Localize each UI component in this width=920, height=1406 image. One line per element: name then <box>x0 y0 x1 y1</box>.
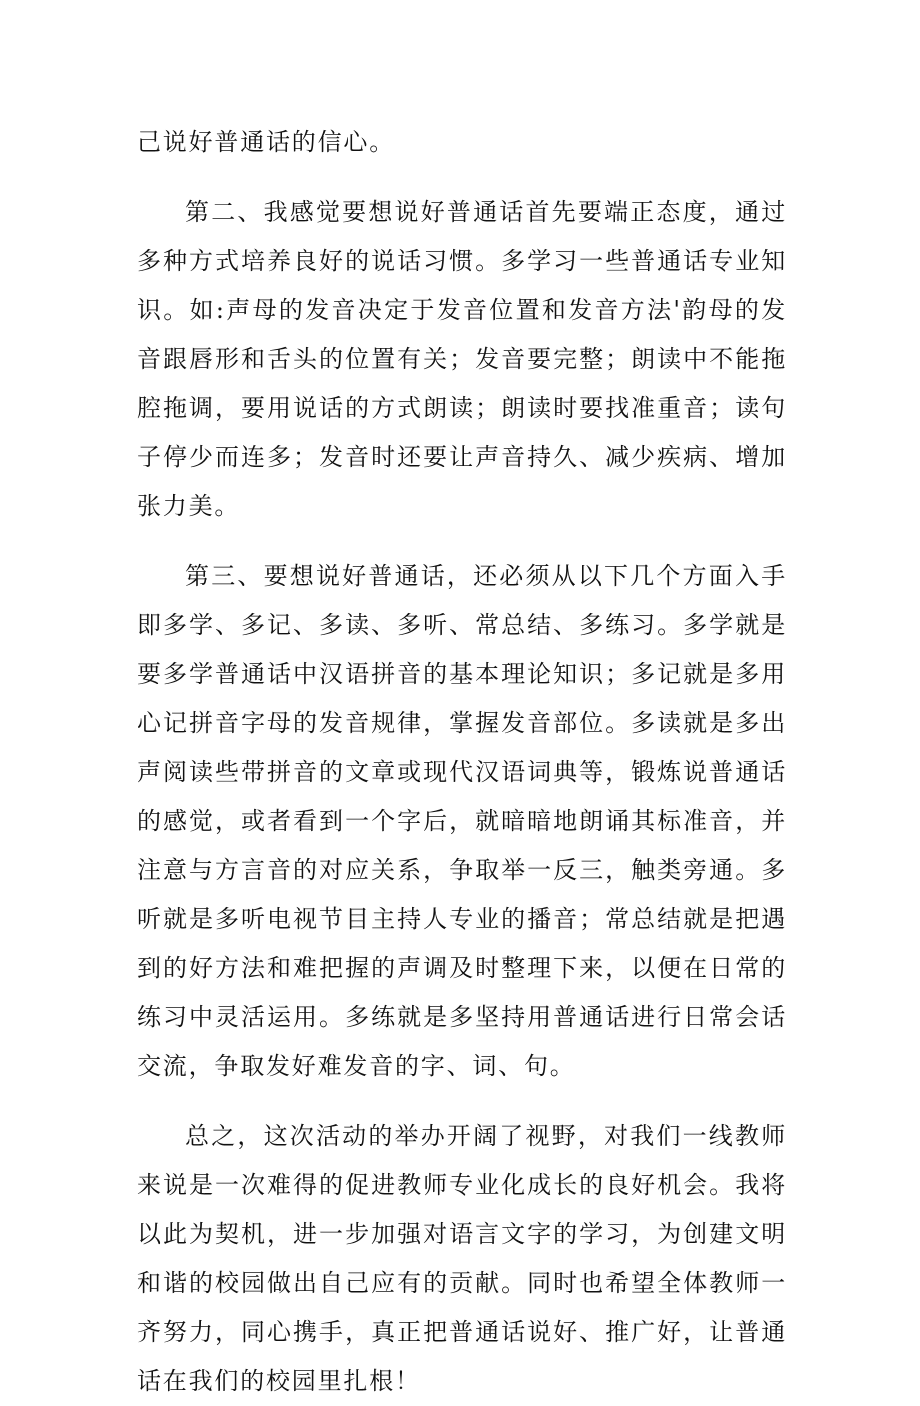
paragraph-second-point: 第二、我感觉要想说好普通话首先要端正态度，通过多种方式培养良好的说话习惯。多学习一些普通话专业知识。如:声母的发音决定于发音位置和发音方法'韵母的发音跟唇形和舌头的位置有关；发音要完整；朗读中不能拖腔拖调，要用说话的方式朗读；朗读时要找准重音；读句子停少而连多；发音时还要让声音持久、减少疾病、增加张力美。 <box>137 198 787 520</box>
document-body <box>137 118 787 1406</box>
paragraph-spacer <box>137 531 787 552</box>
paragraph-spacer <box>137 167 787 188</box>
paragraph-spacer <box>137 1091 787 1112</box>
paragraph-conclusion: 总之，这次活动的举办开阔了视野，对我们一线教师来说是一次难得的促进教师专业化成长的良好机会。我将以此为契机，进一步加强对语言文字的学习，为创建文明和谐的校园做出自己应有的贡献。同时也希望全体教师一齐努力，同心携手，真正把普通话说好、推广好，让普通话在我们的校园里扎根！ <box>137 1122 787 1395</box>
paragraph-continuation: 己说好普通话的信心。 <box>137 128 395 156</box>
paragraph-third-point: 第三、要想说好普通话，还必须从以下几个方面入手即多学、多记、多读、多听、常总结、多练习。多学就是要多学普通话中汉语拼音的基本理论知识；多记就是多用心记拼音字母的发音规律，掌握发音部位。多读就是多出声阅读些带拼音的文章或现代汉语词典等，锻炼说普通话的感觉，或者看到一个字后，就暗暗地朗诵其标准音，并注意与方言音的对应关系，争取举一反三，触类旁通。多听就是多听电视节目主持人专业的播音；常总结就是把遇到的好方法和难把握的声调及时整理下来，以便在日常的练习中灵活运用。多练就是多坚持用普通话进行日常会话交流，争取发好难发音的字、词、句。 <box>137 562 787 1080</box>
